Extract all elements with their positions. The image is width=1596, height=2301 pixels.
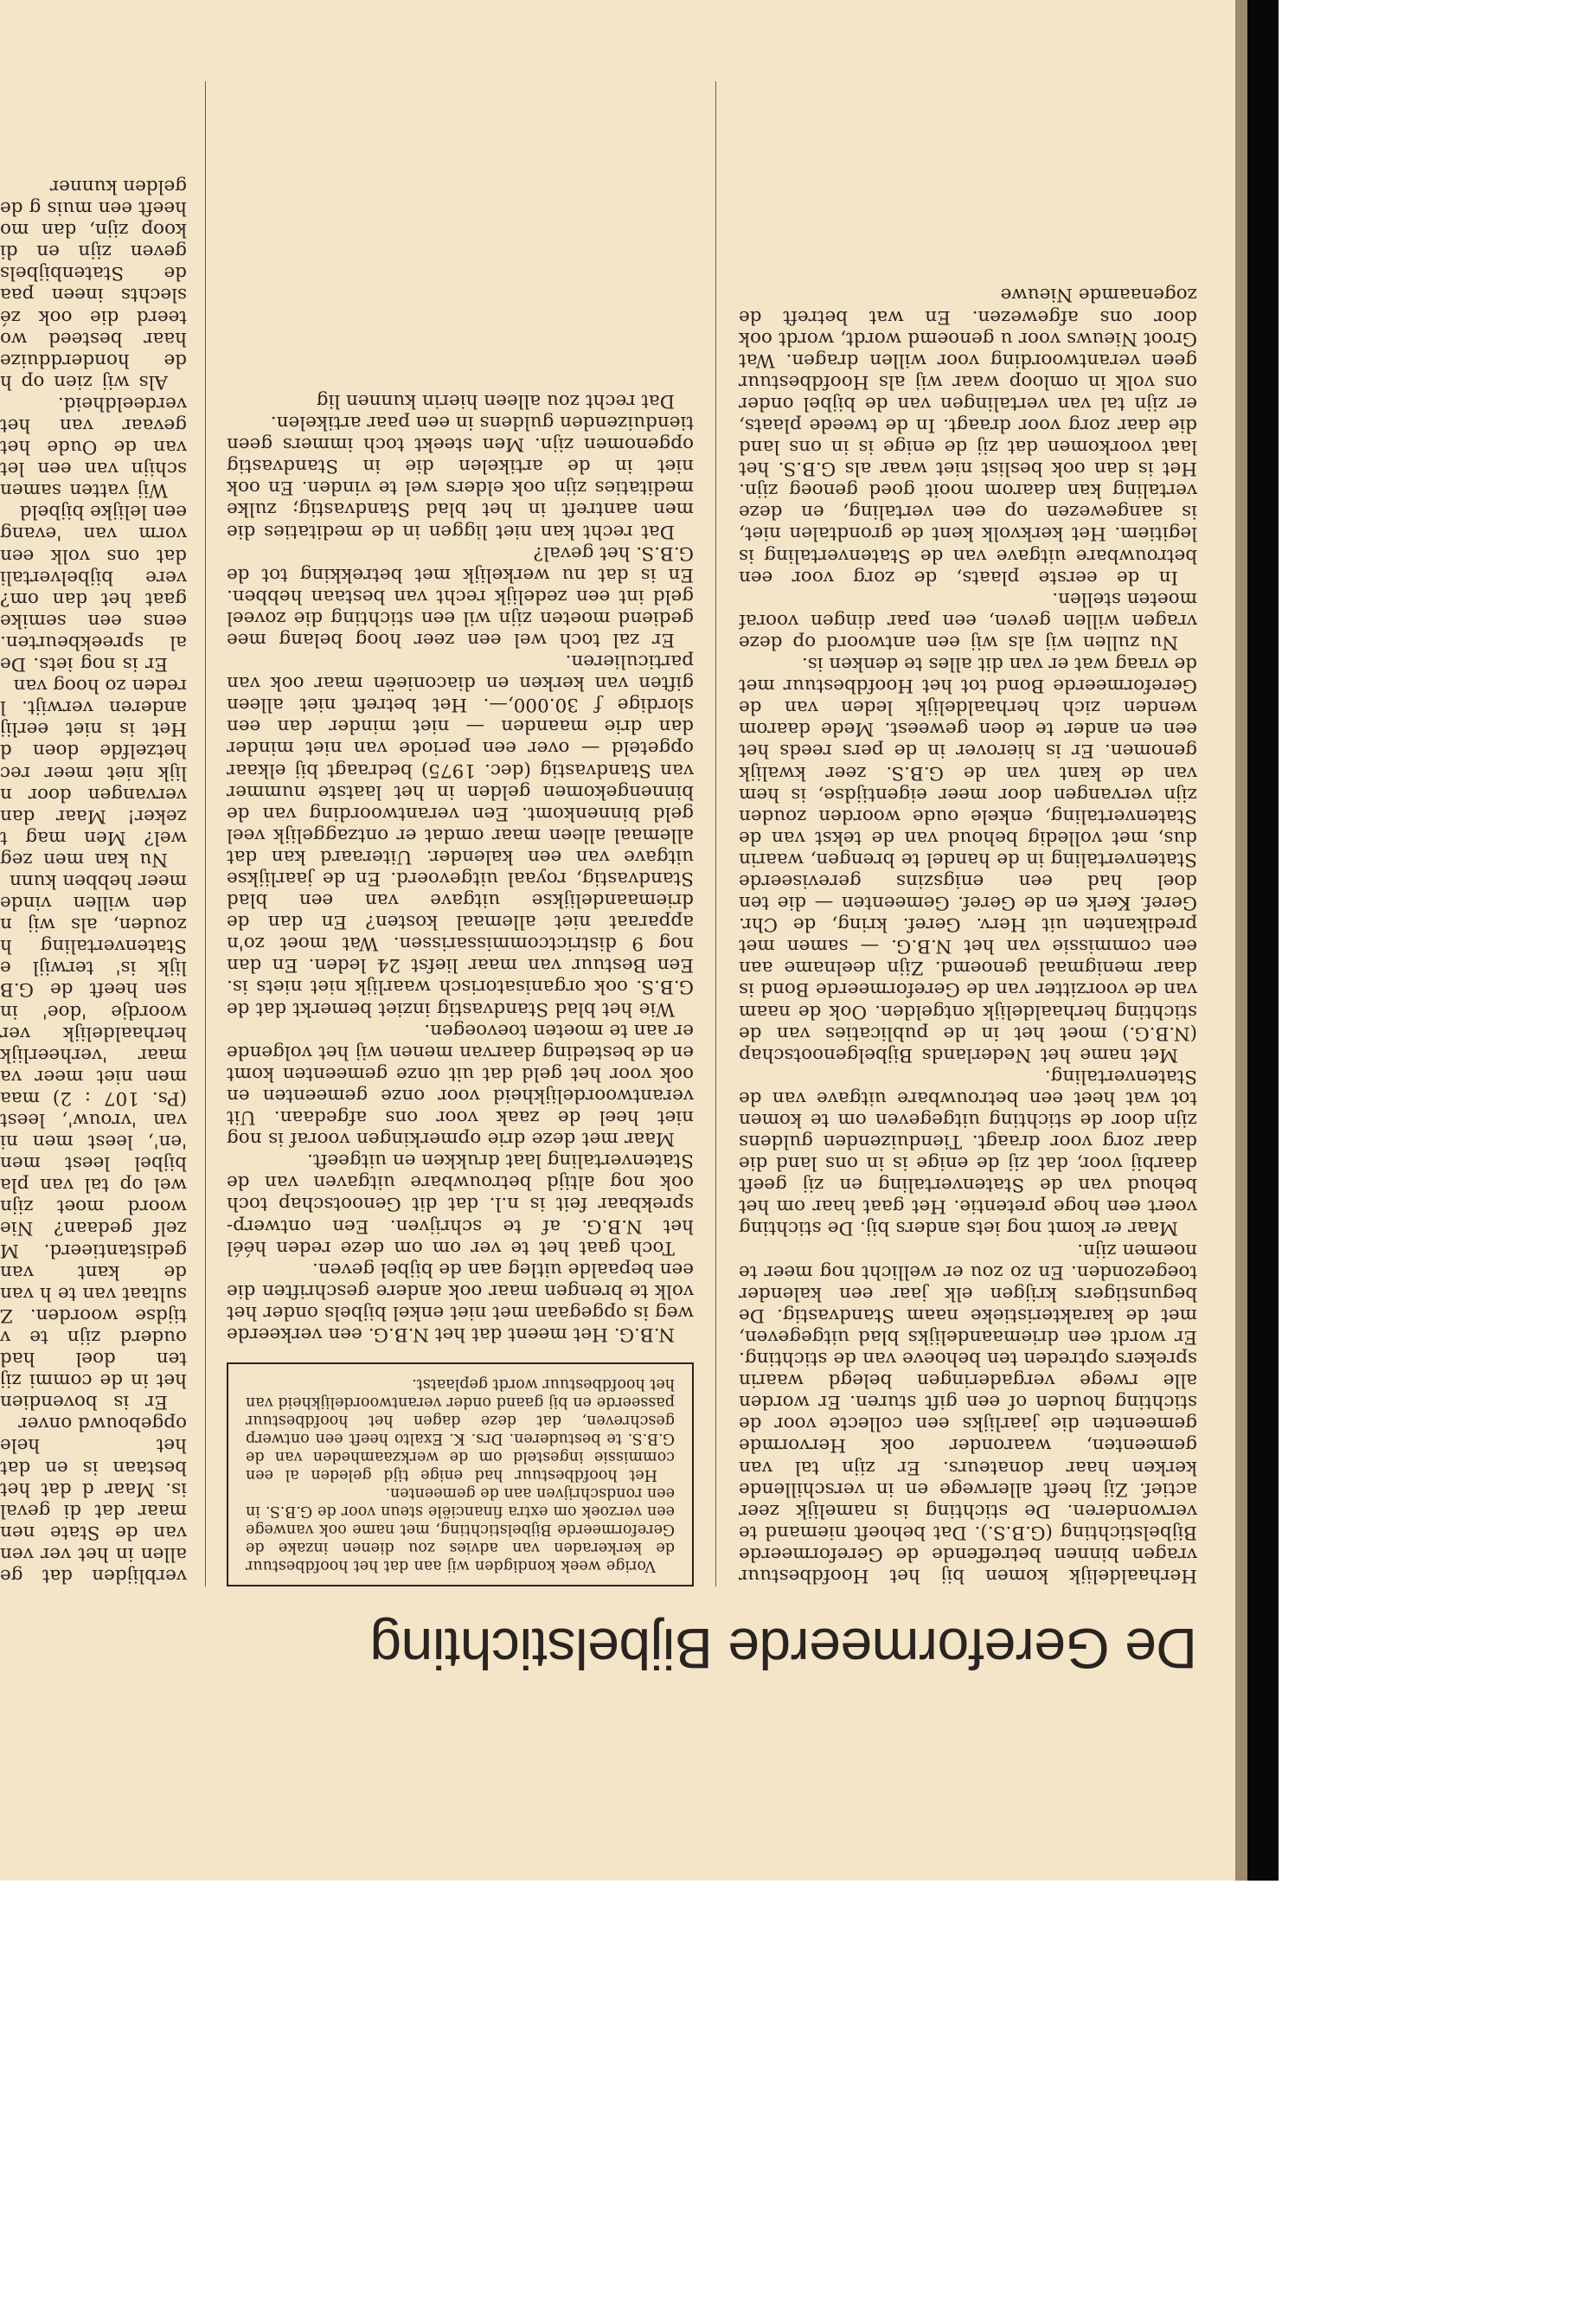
paragraph: Herhaaldelijk komen bij het Hoofdbestuur vragen binnen betreffende de Gereformeerde Bijbelstichting (G.B.S.). Dat behoeft niemand te verwonderen. De stichting is namelijk zeer actief. Zij heeft allerwege en in verschillende kerken haar donateurs. Er zijn tal van gemeenten, waaronder ook Hervormde gemeenten die jaarlijks een collecte voor de stichting houden of een gift sturen. Er worden alle rwege vergaderingen belegd waarin sprekers optreden ten behoeve van de stichting. Er wordt een driemaandelijks blad uitgegeven, met de karakteristieke naam Standvastig. De begunstigers krijgen elk jaar een kalender toegezonden. En zo zou er wellicht nog meer te noemen zijn. — [739, 1239, 1197, 1586]
paragraph: Er is nog iets. De al spreekbeurten. eens een semike gaat het dan om? vere bijbelvertali dat ons volk een vorm van 'evang een lelijke bijbeld — [0, 501, 187, 676]
paragraph: N.B.G. Het meent dat het N.B.G. een verkeerde weg is opgegaan met niet enkel bijbels onder het volk te brengen maar ook andere geschriften die een bepaalde uitleg aan de bijbel geven. — [227, 1258, 694, 1345]
paragraph: Er zal toch wel een zeer hoog belang mee gediend moeten zijn wil een stichting die zoveel geld int een zedelijk recht van bestaan hebben. En is dat nu werkelijk met betrekking tot de G.B.S. het geval? — [227, 542, 694, 651]
paragraph: Wie het blad Standvastig inziet bemerkt dat de G.B.S. ook organisatorisch waarlijk niet niets is. Een Bestuur van maar liefst 24 leden. En dan nog 9 districtcommissarissen. Wat moet zo'n apparaat niet allemaal kosten? En dan de driemaandelijkse uitgave van een blad Standvastig, royaal uitgevoerd. En de jaarlijkse uitgave van een kalender. Uiteraard kan dat allemaal alleen maar omdat er ontzaggelijk veel geld binnenkomt. Een verantwoording van de binnengekomen gelden in het laatste nummer van Standvastig (dec. 1975) bedraagt bij elkaar opgeteld — over een periode van niet minder dan drie maanden — niet minder dan een slordige ƒ 30.000,—. Het betreft niet alleen giften van kerken en diaconieën maar ook van particulieren. — [227, 651, 694, 1020]
column-rule — [715, 81, 716, 1586]
paragraph: Maar er komt nog iets anders bij. De stichting voert een hoge pretentie. Het gaat haar om het behoud van de Statenvertaling en zij geeft daarbij voor, dat zij de enige is in ons land die daar zorg voor draagt. Tienduizenden guldens zijn door de stichting uitgegeven om te komen tot wat heet een betrouwbare uitgave van de Statenvertaling. — [739, 1065, 1197, 1240]
editorial-notice-box — [227, 1362, 694, 1586]
paragraph: Er is bovendien het in de commi zij ten doel had ouderd zijn te v tijdse woorden. Z sultaat van te h van de kant van gedistantieerd. M zelf gedaan? Nie woord moet zijn wel op tal van pla bijbel leest men 'en', leest men ni van 'vrouw', leest (Ps. 107 : 2) maa men niet meer va maar 'verheerlijk herhaaldelijk ver woordje 'doe' in sen heeft de G.B lijk is' terwijl e Statenvertaling h zouden, als wij n den willen vinde meer hebben kunn — [0, 870, 187, 1413]
paragraph: verblijden dat ge allen in het ver ven van de State nen maar dat di geval is. Maar d dat het bestaan is en dat het hele opgebouwd onver — [0, 1413, 187, 1586]
notice-paragraph: Vorige week kondigden wij aan dat het hoofdbestuur de kerkeraden van advies zou dienen inzake de Gereformeerde Bijbelstichting, met name ook vanwege een verzoek om extra financiële steun voor de G.B.S. in een rondschrijven aan de gemeenten. — [246, 1484, 675, 1574]
article-title: De Gereformeerde Bijbelstichting — [369, 1617, 1197, 1681]
paragraph: Dat recht zou alleen hierin kunnen lig — [316, 389, 675, 412]
paragraph: In de eerste plaats, de zorg voor een betrouwbare uitgave van de Statenvertaling is legitiem. Het kerkvolk kent de grondtalen niet, is aangewezen op een vertaling, en deze vertaling kan daarom nooit goed genoeg zijn. Het is dan ook beslist niet waar als G.B.S. het laat voorkomen dat zij de enige is in ons land die daar zorg voor draagt. In de tweede plaats, er zijn tal van vertalingen van de bijbel onder ons volk in omloop waar wij als Hoofdbestuur geen verantwoording voor willen dragen. Wat Groot Nieuws voor u genoemd wordt, wordt ook door ons afgewezen. En wat betreft de zogenaamde Nieuwe — [739, 284, 1197, 588]
paragraph: Nu zullen wij als wij een antwoord op deze vragen willen geven, een paar dingen vooraf moeten stellen. — [739, 587, 1197, 653]
article-column-a — [739, 81, 1197, 1586]
paragraph: Als wij zien op h de honderdduize haar besteed wo teerd die ook zé slechts ineen paa de Statenbijbels geven zijn en di koop zijn, dan mo heeft een muis g de gelden kunner — [0, 176, 187, 393]
scan-black-margin — [1247, 0, 1279, 1881]
notice-paragraph: Het hoofdbestuur had enige tijd geleden al een commissie ingesteld om de werkzaamheden van de G.B.S. te bestuderen. Drs. K. Exalto heeft een ontwerp geschreven, dat deze dagen het hoofdbestuur passeerde en bij gaand onder verantwoordelijkheid van het hoofdbestuur wordt geplaatst. — [246, 1375, 675, 1484]
column-rule — [205, 81, 206, 1586]
paragraph: Wij vatten samen schijn van een let van de Oude het gevaar van het verdeeldheid. — [0, 392, 187, 502]
paragraph: Nu kan men zeg wel? Men mag t zeker! Maar dan vervangen door n lijk niet meer rec hetzelfde doen d Het is niet eerlij anderen verwijt. l reden zo hoog van — [0, 675, 187, 870]
paragraph: Maar met deze drie opmerkingen vooraf is nog niet heel de zaak voor ons afgedaan. Uit verantwoordelijkheid voor onze gemeenten en ook voor het geld dat uit onze gemeenten komt en de besteding daarvan menen wij het volgende er aan te moeten toevoegen. — [227, 1019, 694, 1150]
article-column-c-cut-off — [0, 81, 187, 1586]
scan-page-edge — [1235, 0, 1247, 1881]
article-column-b — [227, 81, 694, 1586]
paragraph: Toch gaat het te ver om om deze reden héél het N.B.G. af te schrijven. Een ontwerp-sprekbaar feit is n.l. dat dit Genootschap toch ook nog altijd betrouwbare uitgaven van de Statenvertaling laat drukken en uitgeeft. — [227, 1150, 694, 1259]
paragraph: Met name het Nederlands Bijbelgenootschap (N.B.G.) moet het in de publicaties van de stichting herhaaldelijk ontgelden. Ook de naam van de voorzitter van de Gereformeerde Bond is daar menigmaal genoemd. Zijn deelname aan een commissie van het N.B.G. — samen met predikanten uit Herv. Geref. kring, de Chr. Geref. Kerk en de Geref. Gemeenten — die ten doel had een enigszins gereviseerde Statenvertaling in de handel te brengen, waarin dus, met volledig behoud van de tekst van de Statenvertaling, enkele oude woorden zouden zijn vervangen door meer eigentijdse, is hem van de kant van de G.B.S. zeer kwalijk genomen. Er is hierover in de pers reeds het een en ander te doen geweest. Mede daarom wenden zich herhaaldelijk leden van de Gereformeerde Bond tot het Hoofdbestuur met de vraag wat er van dit alles te denken is. — [739, 653, 1197, 1066]
paragraph: Dat recht kan niet liggen in de meditaties die men aantreft in het blad Standvastig; zulke meditaties zijn ook elders wel te vinden. En ook niet in de artikelen die in Standvastig opgenomen zijn. Men steekt toch immers geen tienduizenden guldens in een paar artikelen. — [227, 412, 694, 542]
